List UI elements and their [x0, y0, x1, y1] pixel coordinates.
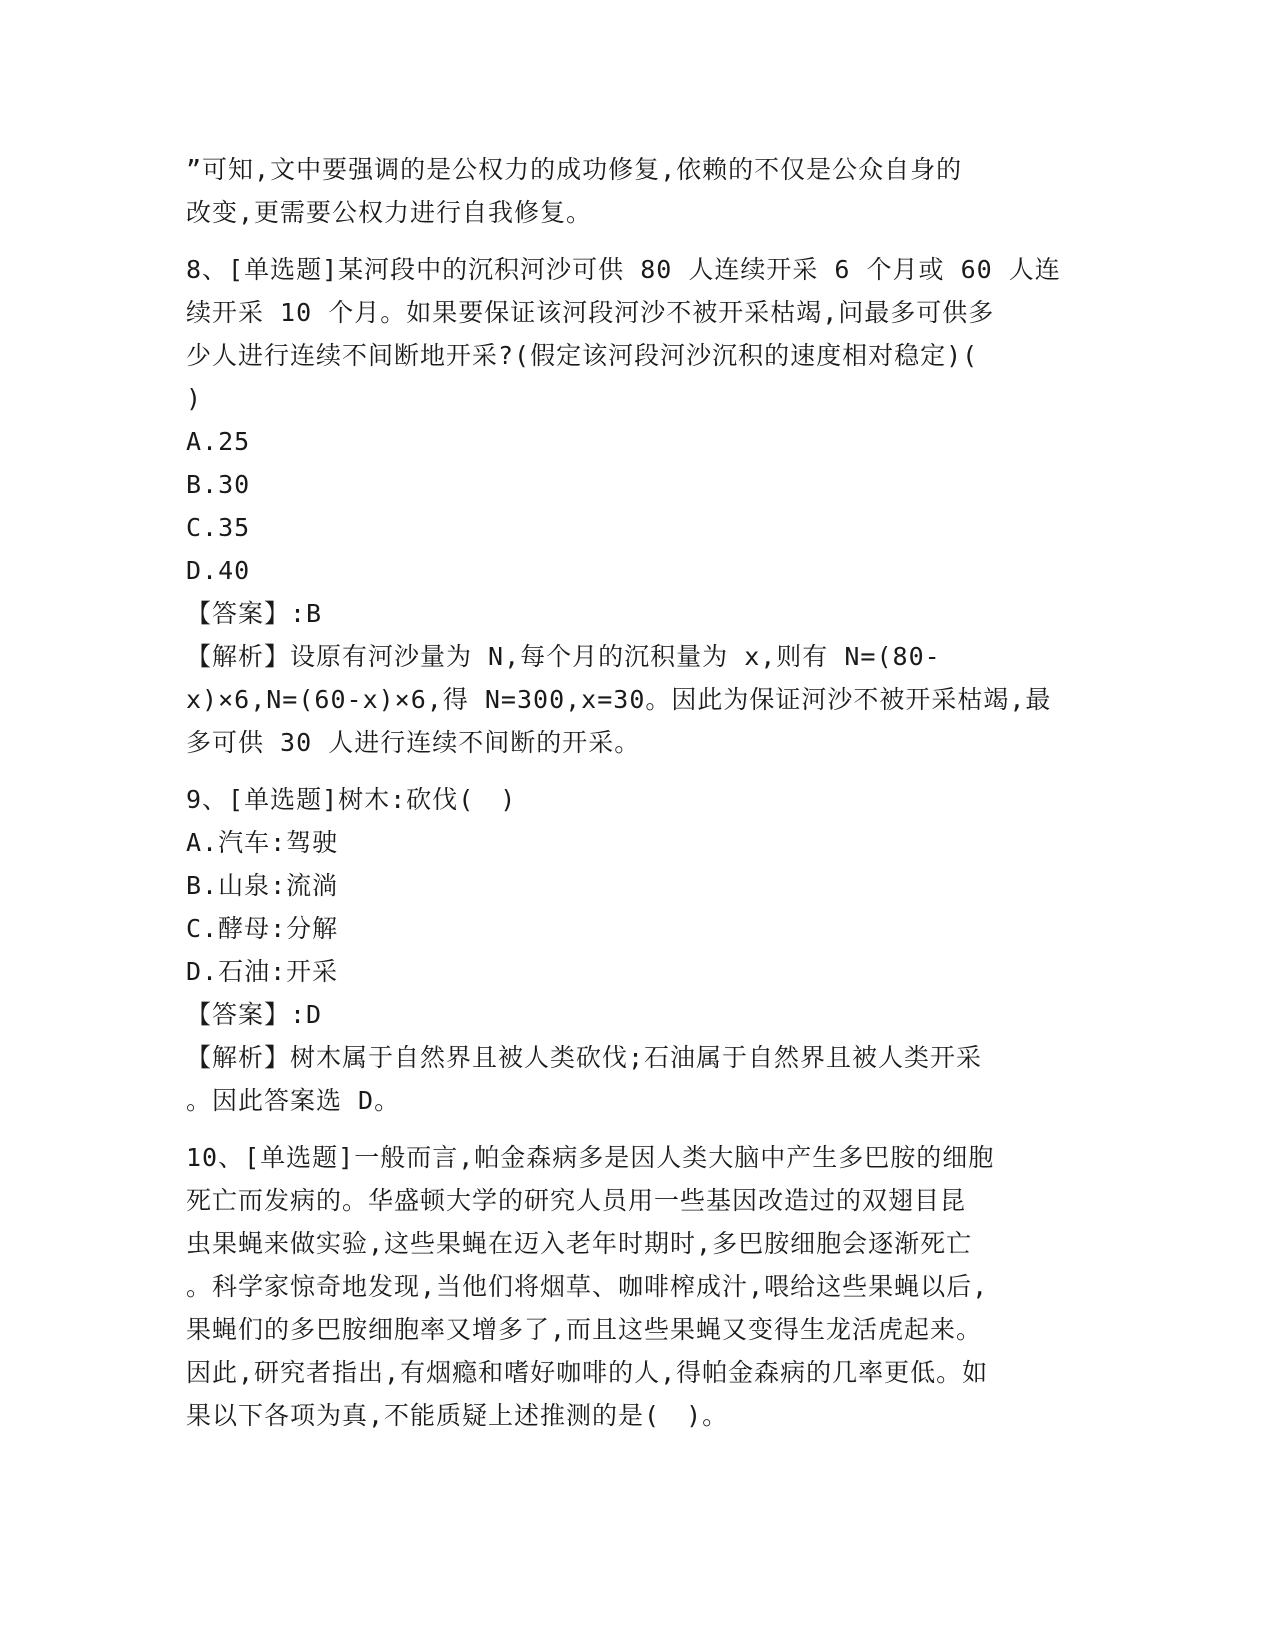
option-b: B.30	[186, 470, 251, 499]
analysis-line: x)×6,N=(60-x)×6,得 N=300,x=30。因此为保证河沙不被开采枯竭,最	[186, 685, 1052, 714]
question-8	[186, 248, 1086, 764]
question-stem-line: 死亡而发病的。华盛顿大学的研究人员用一些基因改造过的双翅目昆	[186, 1186, 967, 1215]
option-c: C.酵母:分解	[186, 914, 339, 943]
answer-line: 【答案】:B	[186, 599, 323, 628]
option-c: C.35	[186, 513, 251, 542]
question-stem-line: 因此,研究者指出,有烟瘾和嗜好咖啡的人,得帕金森病的几率更低。如	[186, 1358, 989, 1387]
option-d: D.石油:开采	[186, 957, 339, 986]
option-a: A.25	[186, 427, 251, 456]
question-10	[186, 1136, 1086, 1437]
question-stem-line: 9、[单选题]树木:砍伐( )	[186, 785, 517, 814]
question-stem-line: 虫果蝇来做实验,这些果蝇在迈入老年时期时,多巴胺细胞会逐渐死亡	[186, 1229, 973, 1258]
option-d: D.40	[186, 556, 251, 585]
question-stem-line: 果蝇们的多巴胺细胞率又增多了,而且这些果蝇又变得生龙活虎起来。	[186, 1315, 983, 1344]
option-a: A.汽车:驾驶	[186, 828, 339, 857]
analysis-line: 【解析】树木属于自然界且被人类砍伐;石油属于自然界且被人类开采	[186, 1043, 983, 1072]
page-content	[186, 148, 1086, 1437]
question-stem-line: 。科学家惊奇地发现,当他们将烟草、咖啡榨成汁,喂给这些果蝇以后,	[186, 1272, 989, 1301]
intro-paragraph	[186, 148, 1086, 234]
question-stem-line: 10、[单选题]一般而言,帕金森病多是因人类大脑中产生多巴胺的细胞	[186, 1143, 995, 1172]
text-line: 改变,更需要公权力进行自我修复。	[186, 198, 593, 227]
text-line: ”可知,文中要强调的是公权力的成功修复,依赖的不仅是公众自身的	[186, 155, 963, 184]
option-b: B.山泉:流淌	[186, 871, 339, 900]
question-stem-line: 果以下各项为真,不能质疑上述推测的是( )。	[186, 1401, 729, 1430]
analysis-line: 【解析】设原有河沙量为 N,每个月的沉积量为 x,则有 N=(80-	[186, 642, 941, 671]
analysis-line: 多可供 30 人进行连续不间断的开采。	[186, 728, 641, 757]
question-stem-line: )	[186, 384, 203, 413]
question-stem-line: 少人进行连续不间断地开采?(假定该河段河沙沉积的速度相对稳定)(	[186, 341, 979, 370]
question-stem-line: 8、[单选题]某河段中的沉积河沙可供 80 人连续开采 6 个月或 60 人连	[186, 255, 1061, 284]
question-stem-line: 续开采 10 个月。如果要保证该河段河沙不被开采枯竭,问最多可供多	[186, 298, 995, 327]
analysis-line: 。因此答案选 D。	[186, 1086, 401, 1115]
question-9	[186, 778, 1086, 1122]
answer-line: 【答案】:D	[186, 1000, 323, 1029]
